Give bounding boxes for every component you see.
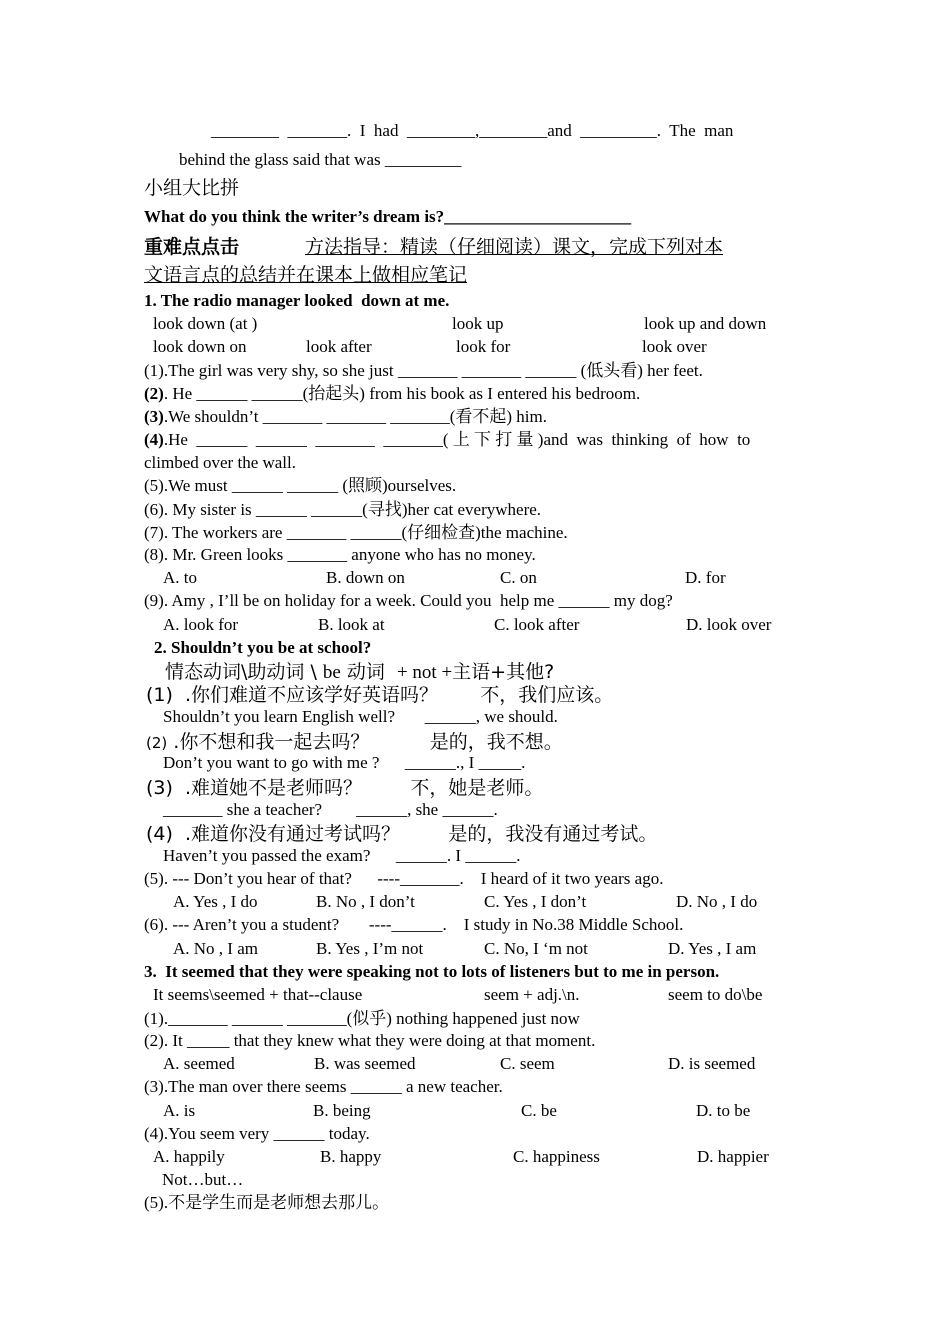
formula-part: 主语+其他? — [452, 661, 555, 683]
phrase: look up — [452, 314, 504, 333]
question-text: (1).The girl was very shy, so she just _______ _______ ______ (低头看) her feet. — [144, 361, 703, 380]
option: A. seemed — [163, 1054, 235, 1073]
option: C. on — [500, 568, 537, 587]
question-text: (2). It _____ that they knew what they were doing at that moment. — [144, 1031, 596, 1050]
question-text: (5). --- Don’t you hear of that? ----_______. I heard of it two years ago. — [144, 869, 664, 888]
option: C. Yes , I don’t — [484, 892, 587, 911]
question-text: (4).You seem very ______ today. — [144, 1124, 370, 1143]
option: A. happily — [153, 1147, 225, 1166]
option: B. was seemed — [314, 1054, 416, 1073]
text-line: behind the glass said that was _________ — [179, 150, 462, 169]
question-body: .We shouldn’t _______ _______ _______(看不起) him. — [163, 407, 547, 426]
pattern: It seems\seemed + that--clause — [153, 985, 363, 1004]
section-title: 3. It seemed that they were speaking not to lots of listeners but to me in person. — [144, 962, 720, 981]
option: A. Yes , I do — [173, 892, 258, 911]
question-number: (3) — [144, 407, 164, 426]
question-text: (3).The man over there seems ______ a new teacher. — [144, 1077, 503, 1096]
pattern: Not…but… — [162, 1170, 244, 1189]
question-number: (2) — [144, 384, 164, 403]
example-cn — [146, 730, 563, 755]
question-text: (5).不是学生而是老师想去那儿。 — [144, 1193, 390, 1212]
example-en: Shouldn’t you learn English well? ______, we should. — [163, 707, 558, 726]
example-body: .你不想和我一起去吗？ 是的，我不想。 — [167, 731, 563, 753]
question-text — [144, 430, 750, 450]
option: D. look over — [686, 615, 772, 634]
question-body: .He ______ ______ _______ _______( 上 下 打 量 )and was thinking of how to — [163, 430, 751, 449]
question-body: . He ______ ______(抬起头) from his book as I entered his bedroom. — [163, 384, 641, 403]
question-text: (7). The workers are _______ ______(仔细检查)the machine. — [144, 523, 568, 542]
question-text: climbed over the wall. — [144, 453, 297, 472]
example-cn: (3) .难道她不是老师吗？ 不，她是老师。 — [146, 777, 544, 799]
section-title: 2. Shouldn’t you be at school? — [154, 638, 372, 657]
formula — [165, 660, 554, 685]
text-line: ________ _______. I had ________,________and _________. The man — [211, 121, 734, 140]
pattern: seem to do\be — [668, 985, 763, 1004]
phrase: look after — [306, 337, 372, 356]
option: B. Yes , I’m not — [316, 939, 424, 958]
question-text: (5).We must ______ ______ (照顾)ourselves. — [144, 476, 457, 495]
question-text: (6). My sister is ______ ______(寻找)her cat everywhere. — [144, 500, 542, 519]
option: B. look at — [318, 615, 385, 634]
question-text: (8). Mr. Green looks _______ anyone who has no money. — [144, 545, 536, 564]
section-title: 1. The radio manager looked down at me. — [144, 291, 450, 310]
option: B. down on — [326, 568, 405, 587]
option: A. No , I am — [173, 939, 258, 958]
example-cn: (4) .难道你没有通过考试吗？ 是的，我没有通过考试。 — [146, 823, 658, 845]
option: A. to — [163, 568, 197, 587]
formula-part: 动词 — [340, 661, 397, 683]
option: C. No, I ‘m not — [484, 939, 588, 958]
phrase: look over — [642, 337, 707, 356]
phrase: look for — [456, 337, 511, 356]
option: A. is — [163, 1101, 196, 1120]
option: B. No , I don’t — [316, 892, 415, 911]
option: B. happy — [320, 1147, 382, 1166]
question-text — [144, 384, 640, 404]
question-text: What do you think the writer’s dream is?______________________ — [144, 207, 632, 226]
question-number: (4) — [144, 430, 164, 449]
option: B. being — [313, 1101, 371, 1120]
option: A. look for — [163, 615, 239, 634]
option: D. to be — [696, 1101, 751, 1120]
method-guide: 方法指导：精读（仔细阅读）课文，完成下列对本 — [305, 236, 724, 258]
option: C. be — [521, 1101, 557, 1120]
example-en: Haven’t you passed the exam? ______. I ______. — [163, 846, 521, 865]
phrase: look up and down — [644, 314, 767, 333]
section-heading: 重难点点击 — [144, 236, 240, 258]
example-number: (2) — [146, 734, 168, 752]
formula-part: + not + — [396, 662, 453, 683]
option: D. Yes , I am — [668, 939, 757, 958]
question-text — [144, 407, 547, 427]
pattern: seem + adj.\n. — [484, 985, 580, 1004]
formula-part: 情态动词\助动词 \ — [165, 661, 323, 683]
example-en: Don’t you want to go with me ? ______., I _____. — [163, 753, 526, 772]
section-heading: 小组大比拼 — [144, 177, 240, 199]
example-cn: (1) .你们难道不应该学好英语吗？ 不，我们应该。 — [146, 684, 614, 706]
option: C. seem — [500, 1054, 555, 1073]
option: D. is seemed — [668, 1054, 756, 1073]
phrase: look down on — [153, 337, 247, 356]
formula-part: be — [322, 662, 341, 683]
phrase: look down (at ) — [153, 314, 258, 333]
example-en: _______ she a teacher? ______, she ______. — [163, 800, 498, 819]
question-text: (6). --- Aren’t you a student? ----______. I study in No.38 Middle School. — [144, 915, 684, 934]
option: C. happiness — [513, 1147, 600, 1166]
option: C. look after — [494, 615, 580, 634]
method-guide: 文语言点的总结并在课本上做相应笔记 — [144, 264, 468, 286]
option: D. happier — [697, 1147, 769, 1166]
option: D. for — [685, 568, 726, 587]
question-text: (1)._______ ______ _______(似乎) nothing happened just now — [144, 1009, 580, 1028]
option: D. No , I do — [676, 892, 758, 911]
question-text: (9). Amy , I’ll be on holiday for a week. Could you help me ______ my dog? — [144, 591, 673, 610]
